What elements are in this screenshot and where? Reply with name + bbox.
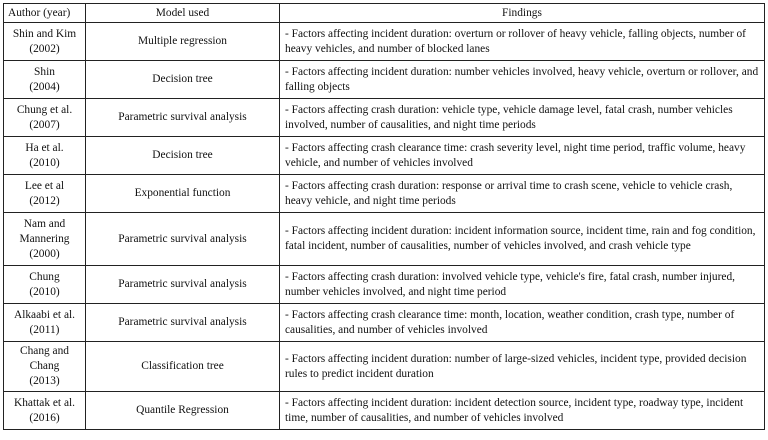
findings-cell: - Factors affecting incident duration: overturn or rollover of heavy vehicle, falling objects, number of heavy vehicles, and number of blocked lanes [280,23,765,61]
table-row [4,266,765,304]
author-cell [4,304,86,342]
table-row [4,304,765,342]
model-cell: Exponential function [86,175,280,213]
table-row [4,175,765,213]
author-year: (2010) [29,285,60,298]
author-cell [4,23,86,61]
table-row [4,213,765,266]
model-cell: Parametric survival analysis [86,266,280,304]
author-cell [4,61,86,99]
findings-cell: - Factors affecting crash duration: response or arrival time to crash scene, vehicle to vehicle crash, heavy vehicle, and night time periods [280,175,765,213]
model-cell: Parametric survival analysis [86,213,280,266]
author-name: Chang and Chang [19,345,70,372]
author-name: Chung et al. [16,103,73,116]
author-cell [4,266,86,304]
table-row [4,137,765,175]
table-row [4,99,765,137]
findings-cell: - Factors affecting incident duration: incident detection source, incident type, roadway type, incident time, number of causalities, and number of vehicles involved [280,392,765,430]
author-name-cont: Mannering [19,232,70,245]
author-cell [4,213,86,266]
model-cell: Quantile Regression [86,392,280,430]
findings-cell: - Factors affecting incident duration: number of large-sized vehicles, incident type, provided decision rules to predict incident duration [280,342,765,392]
author-year: (2013) [29,375,60,387]
author-name: Alkaabi et al. [13,308,76,321]
model-cell: Parametric survival analysis [86,304,280,342]
header-findings: Findings [280,4,765,23]
author-cell [4,342,86,392]
author-cell [4,392,86,430]
author-cell [4,137,86,175]
author-name: Nam and [23,217,66,230]
findings-cell: - Factors affecting crash duration: vehicle type, vehicle damage level, fatal crash, number vehicles involved, number of causalities, and night time periods [280,99,765,137]
model-cell: Decision tree [86,137,280,175]
author-year: (2002) [29,42,60,55]
literature-table-container [3,3,764,430]
model-cell: Decision tree [86,61,280,99]
table-row [4,392,765,430]
author-name: Chung [29,270,60,283]
literature-review-table [3,3,765,430]
author-year: (2016) [29,411,60,424]
author-cell [4,99,86,137]
findings-cell: - Factors affecting crash duration: involved vehicle type, vehicle's fire, fatal crash, number injured, number vehicles involved, and night time period [280,266,765,304]
model-cell: Multiple regression [86,23,280,61]
author-year: (2010) [29,156,60,169]
author-year: (2011) [29,323,60,336]
author-year: (2000) [29,247,60,260]
model-cell: Parametric survival analysis [86,99,280,137]
findings-cell: - Factors affecting incident duration: number vehicles involved, heavy vehicle, overturn or rollover, and falling objects [280,61,765,99]
header-model-used: Model used [86,4,280,23]
author-cell [4,175,86,213]
findings-cell: - Factors affecting incident duration: incident information source, incident time, rain and fog condition, fatal incident, number of causalities, number of vehicles involved, and crash vehicle type [280,213,765,266]
model-cell: Classification tree [86,342,280,392]
author-name: Khattak et al. [13,396,76,409]
table-row [4,61,765,99]
findings-cell: - Factors affecting crash clearance time: month, location, weather condition, crash type, number of causalities, and number of vehicles involved [280,304,765,342]
author-name: Shin [34,65,55,78]
author-name: Ha et al. [25,141,64,154]
table-row [4,23,765,61]
author-year: (2007) [29,118,60,131]
author-name: Shin and Kim [12,27,77,40]
author-name: Lee et al [24,179,65,192]
author-year: (2012) [29,194,60,207]
findings-cell: - Factors affecting crash clearance time: crash severity level, night time period, traffic volume, heavy vehicle, and number of vehicles involved [280,137,765,175]
table-row [4,342,765,392]
table-header-row [4,4,765,23]
header-author-year: Author (year) [4,4,86,23]
author-year: (2004) [29,80,60,93]
